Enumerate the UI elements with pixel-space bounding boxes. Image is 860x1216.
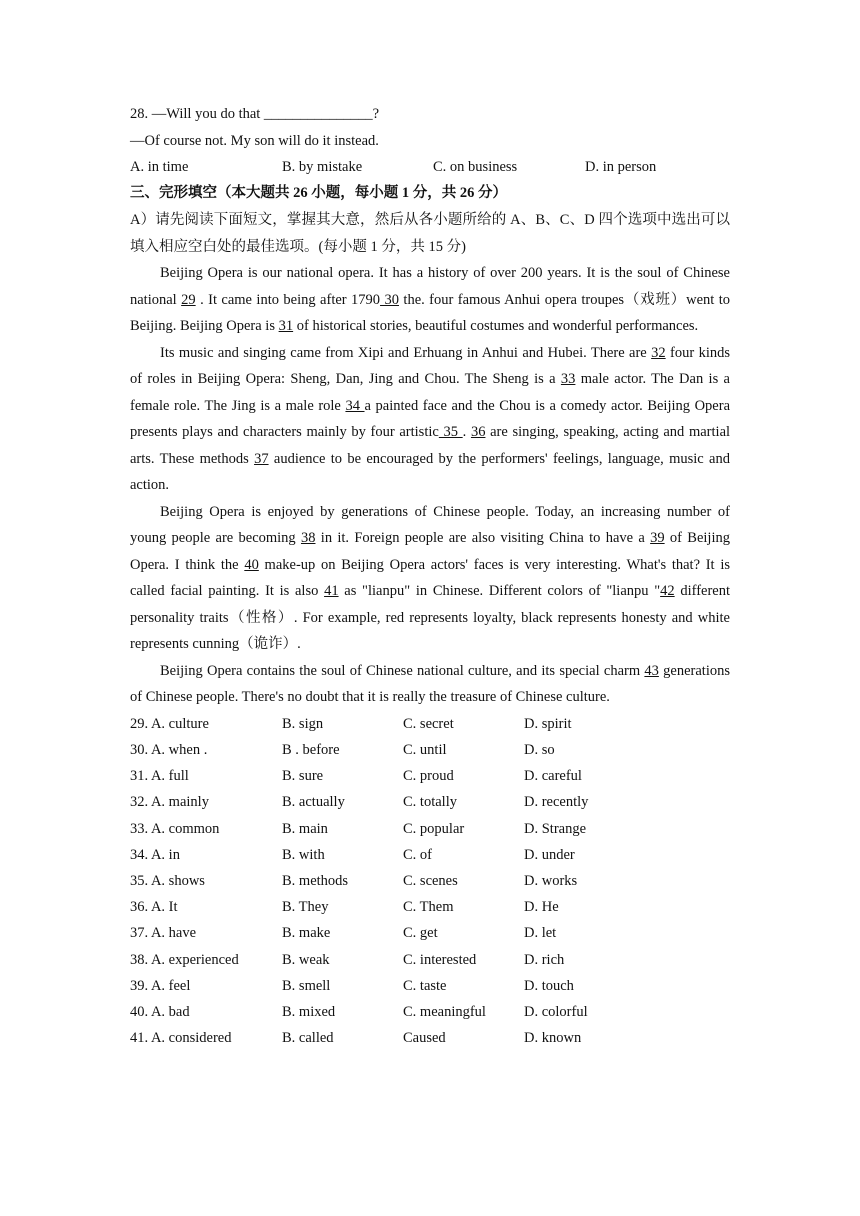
question-row xyxy=(130,711,730,737)
passage-text: male actor. The Dan is a female role. The Jing is a male role xyxy=(130,371,730,414)
page-content xyxy=(130,101,730,1051)
option-c: C. proud xyxy=(403,768,454,785)
passage-text: Beijing Opera contains the soul of Chinese national culture, and its special charm xyxy=(160,662,645,679)
blank-40: 40 xyxy=(244,556,259,573)
option-a: 34. A. in xyxy=(130,846,180,863)
passage-text: generations of Chinese people. There's no doubt that it is really the treasure of Chinese culture. xyxy=(130,662,730,706)
option-d: D. spirit xyxy=(524,715,572,732)
option-a: 39. A. feel xyxy=(130,977,191,994)
blank-37: 37 xyxy=(254,450,269,467)
option-a: 35. A. shows xyxy=(130,872,205,889)
option-c: C. Them xyxy=(403,899,454,916)
q28-options xyxy=(130,154,730,180)
blank-38: 38 xyxy=(300,530,316,547)
blank-43: 43 xyxy=(644,662,659,679)
option-d: D. under xyxy=(524,846,575,863)
option-a: 37. A. have xyxy=(130,925,197,942)
option-d: D. He xyxy=(524,899,559,916)
passage-text: in it. Foreign people are also visiting China to have a xyxy=(315,530,651,547)
q28-option-d: D. in person xyxy=(585,159,657,175)
blank-42: 42 xyxy=(660,583,675,600)
blank-35: 35 xyxy=(438,424,463,441)
blank-36: 36 xyxy=(470,424,486,441)
option-c: C. interested xyxy=(403,951,477,968)
q28-option-b: B. by mistake xyxy=(282,159,363,175)
option-b: B. They xyxy=(282,899,329,916)
passage-paragraph-3 xyxy=(130,499,730,658)
option-b: B . before xyxy=(282,741,340,758)
passage-text: audience to be encouraged by the performers' feelings, language, music and action. xyxy=(130,450,730,494)
option-c: C. taste xyxy=(403,977,447,994)
option-d: D. recently xyxy=(524,794,589,811)
question-row xyxy=(130,737,730,763)
blank-39: 39 xyxy=(650,530,665,547)
option-d: D. known xyxy=(524,1030,582,1047)
blank-41: 41 xyxy=(324,583,339,600)
option-b: B. mixed xyxy=(282,1003,336,1020)
option-b: B. actually xyxy=(282,794,345,811)
passage-text: different personality traits（性格）. For example, red represents loyalty, black represents honesty and white represents cunning（诡诈）. xyxy=(130,583,730,653)
passage-paragraph-2 xyxy=(130,340,730,499)
option-d: D. touch xyxy=(524,977,574,994)
option-a: 31. A. full xyxy=(130,768,189,785)
option-c: C. scenes xyxy=(403,872,458,889)
section-title: 三、完形填空（本大题共 26 小题，每小题 1 分，共 26 分） xyxy=(130,185,507,202)
option-a: 36. A. It xyxy=(130,899,178,916)
passage-text: . It came into being after 1790 xyxy=(195,291,381,308)
option-a: 32. A. mainly xyxy=(130,794,209,811)
passage-text: of Beijing Opera. I think the xyxy=(130,530,730,573)
q28-option-c: C. on business xyxy=(433,159,518,175)
blank-30: 30 xyxy=(380,291,399,308)
blank-33: 33 xyxy=(560,371,576,388)
blank-32: 32 xyxy=(651,344,666,361)
option-c: Caused xyxy=(403,1030,446,1047)
option-c: C. until xyxy=(403,741,447,758)
question-row xyxy=(130,920,730,946)
option-b: B. sign xyxy=(282,715,324,732)
option-a: 41. A. considered xyxy=(130,1030,232,1047)
option-a: 38. A. experienced xyxy=(130,951,239,968)
passage-text: make-up on Beijing Opera actors' faces is very interesting. What's that? It is called facial painting. It is also xyxy=(130,556,730,600)
passage-text: Beijing Opera is enjoyed by generations of Chinese people. Today, an increasing number of young people are becoming xyxy=(130,503,730,547)
passage-text: of historical stories, beautiful costumes and wonderful performances. xyxy=(293,318,699,335)
question-options-list xyxy=(130,711,730,1052)
question-row xyxy=(130,973,730,999)
question-row xyxy=(130,947,730,973)
q28-option-a: A. in time xyxy=(130,159,189,175)
question-row xyxy=(130,1025,730,1051)
option-a: 33. A. common xyxy=(130,820,220,837)
option-c: C. get xyxy=(403,925,438,942)
question-row xyxy=(130,842,730,868)
option-b: B. called xyxy=(282,1030,334,1047)
option-a: 40. A. bad xyxy=(130,1003,190,1020)
option-d: D. let xyxy=(524,925,557,942)
section-instruction: A）请先阅读下面短文，掌握其大意，然后从各小题所给的 A、B、C、D 四个选项中选出可以填入相应空白处的最佳选项。(每小题 1 分，共 15 分) xyxy=(130,212,730,255)
option-c: C. of xyxy=(403,846,432,863)
option-d: D. careful xyxy=(524,768,582,785)
passage-text: . xyxy=(462,424,471,441)
option-d: D. so xyxy=(524,741,555,758)
option-c: C. popular xyxy=(403,820,465,837)
option-c: C. totally xyxy=(403,794,457,811)
option-d: D. colorful xyxy=(524,1003,588,1020)
passage-text: Its music and singing came from Xipi and Erhuang in Anhui and Hubei. There are xyxy=(160,344,652,361)
passage-text: are singing, speaking, acting and martial arts. These methods xyxy=(130,424,731,467)
option-b: B. with xyxy=(282,846,325,863)
passage-text: a painted face and the Chou is a comedy actor. Beijing Opera presents plays and characters mainly by four artistic xyxy=(130,397,731,441)
option-d: D. works xyxy=(524,872,578,889)
question-row xyxy=(130,999,730,1025)
option-b: B. methods xyxy=(282,872,349,889)
option-c: C. meaningful xyxy=(403,1003,486,1020)
option-a: 29. A. culture xyxy=(130,715,209,732)
blank-29: 29 xyxy=(181,291,196,308)
q28-stem: 28. —Will you do that _______________? xyxy=(130,106,380,122)
option-b: B. weak xyxy=(282,951,330,968)
question-row xyxy=(130,789,730,815)
option-b: B. smell xyxy=(282,977,331,994)
option-d: D. Strange xyxy=(524,820,587,837)
passage-paragraph-4 xyxy=(130,658,730,711)
question-row xyxy=(130,763,730,789)
passage-text: four kinds of roles in Beijing Opera: Sheng, Dan, Jing and Chou. The Sheng is a xyxy=(130,344,730,388)
blank-31: 31 xyxy=(278,318,294,335)
option-b: B. main xyxy=(282,820,328,837)
passage-text: Beijing Opera is our national opera. It has a history of over 200 years. It is the soul of Chinese national xyxy=(130,265,730,308)
passage-text: the. four famous Anhui opera troupes（戏班）went to Beijing. Beijing Opera is xyxy=(130,291,730,335)
passage-paragraph-1 xyxy=(130,260,730,340)
blank-34: 34 xyxy=(345,397,365,414)
option-c: C. secret xyxy=(403,715,454,732)
option-d: D. rich xyxy=(524,951,565,968)
q28-reply: —Of course not. My son will do it instead. xyxy=(130,132,379,149)
option-a: 30. A. when . xyxy=(130,741,208,758)
option-b: B. make xyxy=(282,925,331,942)
question-row xyxy=(130,868,730,894)
question-row xyxy=(130,816,730,842)
question-row xyxy=(130,894,730,920)
option-b: B. sure xyxy=(282,768,324,785)
passage-text: as "lianpu" in Chinese. Different colors of "lianpu " xyxy=(338,583,661,600)
